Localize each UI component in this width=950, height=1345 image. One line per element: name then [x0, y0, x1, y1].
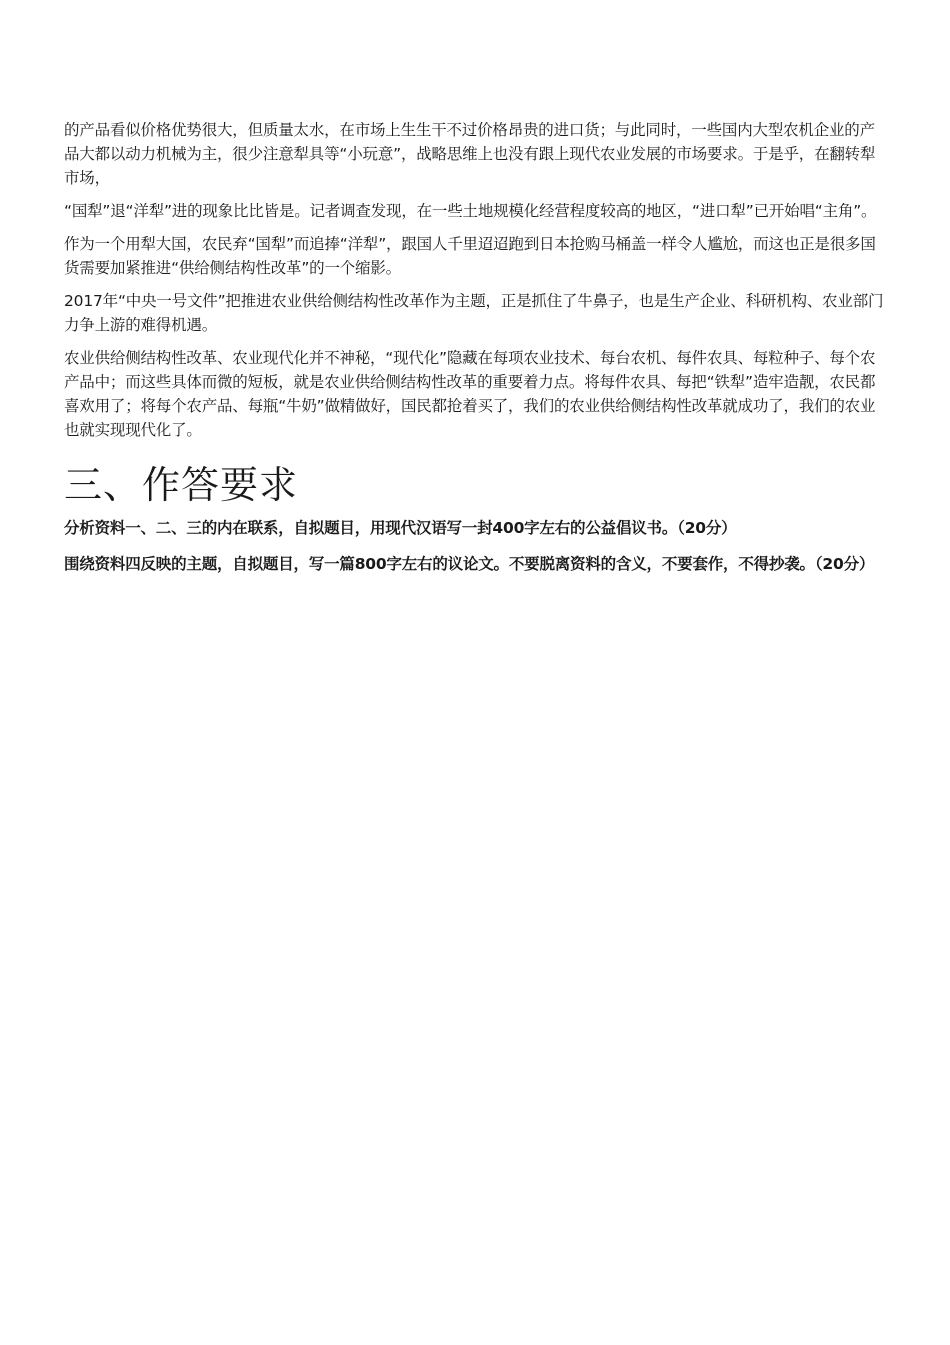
body-paragraph-1: 的产品看似价格优势很大，但质量太水，在市场上生生干不过价格昂贵的进口货；与此同时，一些国内大型农机企业的产品大都以动力机械为主，很少注意犁具等“小玩意”，战略思维上也没有跟上现代农业发展的市场要求。于是乎，在翻转犁市场，	[64, 121, 876, 187]
requirement-2: 围绕资料四反映的主题，自拟题目，写一篇800字左右的议论文。不要脱离资料的含义，不要套作，不得抄袭。（20分）	[64, 555, 875, 573]
body-paragraph-2: “国犁”退“洋犁”进的现象比比皆是。记者调查发现，在一些土地规模化经营程度较高的地区，“进口犁”已开始唱“主角”。	[64, 202, 877, 220]
document-body	[64, 118, 888, 588]
body-paragraph-4: 2017年“中央一号文件”把推进农业供给侧结构性改革作为主题，正是抓住了牛鼻子，也是生产企业、科研机构、农业部门力争上游的难得机遇。	[64, 292, 884, 334]
requirement-1: 分析资料一、二、三的内在联系，自拟题目，用现代汉语写一封400字左右的公益倡议书。（20分）	[64, 519, 737, 537]
body-paragraph-5: 农业供给侧结构性改革、农业现代化并不神秘，“现代化”隐藏在每项农业技术、每台农机、每件农具、每粒种子、每个农产品中；而这些具体而微的短板，就是农业供给侧结构性改革的重要着力点。将每件农具、每把“铁犁”造牢造靓，农民都喜欢用了；将每个农产品、每瓶“牛奶”做精做好，国民都抢着买了，我们的农业供给侧结构性改革就成功了，我们的农业也就实现现代化了。	[64, 349, 876, 439]
body-paragraph-3: 作为一个用犁大国，农民弃“国犁”而追捧“洋犁”，跟国人千里迢迢跑到日本抢购马桶盖一样令人尴尬，而这也正是很多国货需要加紧推进“供给侧结构性改革”的一个缩影。	[64, 235, 876, 277]
section-title: 三、作答要求	[64, 463, 299, 507]
